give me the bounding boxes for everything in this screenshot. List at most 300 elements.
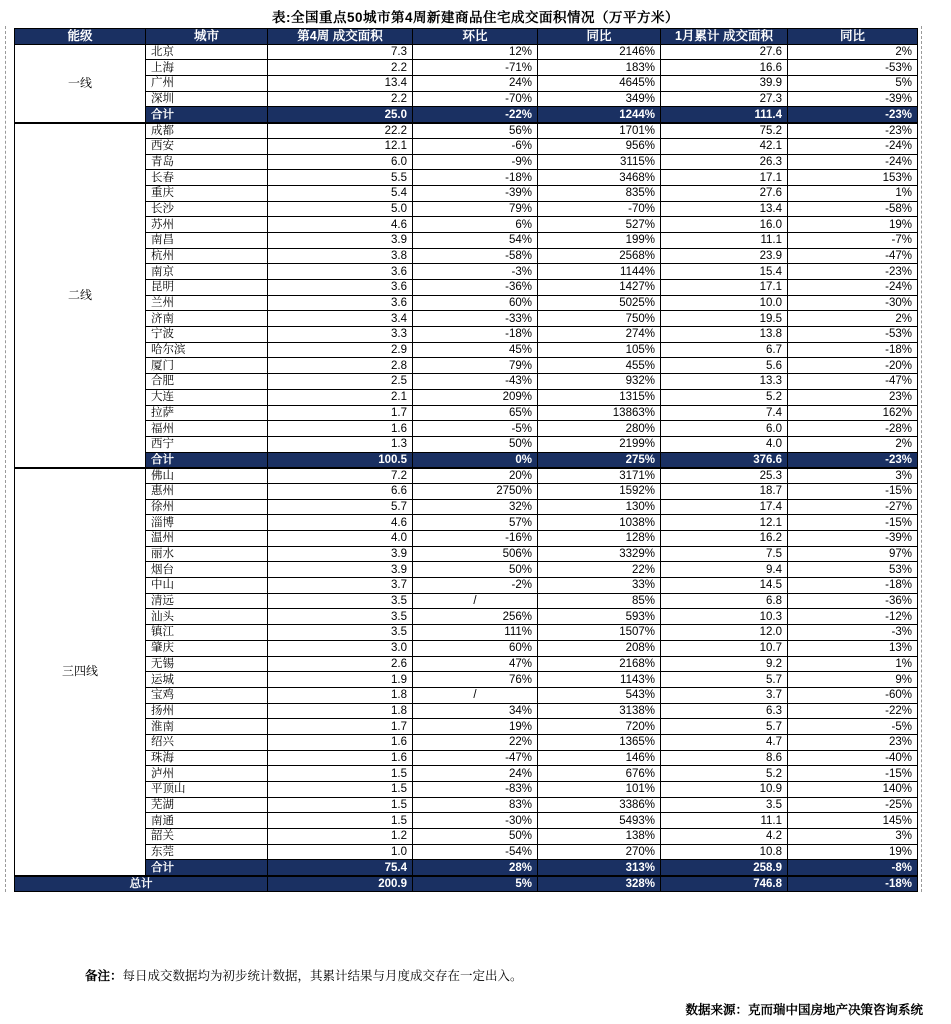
value-cell: 34% (413, 703, 538, 719)
subtotal-row (15, 107, 918, 123)
value-cell: 22% (413, 734, 538, 750)
value-cell: 3386% (538, 797, 661, 813)
table-row (15, 625, 918, 641)
value-cell: 3.5 (268, 593, 413, 609)
value-cell: 3.3 (268, 327, 413, 343)
value-cell: 111.4 (661, 107, 788, 123)
value-cell: 10.3 (661, 609, 788, 625)
table-row (15, 515, 918, 531)
value-cell: 22% (538, 562, 661, 578)
value-cell: 932% (538, 374, 661, 390)
city-name: 镇江 (146, 625, 268, 641)
table-row (15, 60, 918, 76)
value-cell: 60% (413, 640, 538, 656)
value-cell: 676% (538, 766, 661, 782)
city-name: 上海 (146, 60, 268, 76)
value-cell: -15% (788, 515, 918, 531)
city-name: 扬州 (146, 703, 268, 719)
value-cell: -83% (413, 782, 538, 798)
table-row (15, 687, 918, 703)
value-cell: 10.7 (661, 640, 788, 656)
value-cell: 19% (413, 719, 538, 735)
value-cell: / (413, 687, 538, 703)
table-row (15, 327, 918, 343)
value-cell: -30% (788, 295, 918, 311)
value-cell: 3468% (538, 170, 661, 186)
value-cell: 1.7 (268, 405, 413, 421)
city-name: 厦门 (146, 358, 268, 374)
value-cell: 6.3 (661, 703, 788, 719)
table-row (15, 154, 918, 170)
value-cell: 14.5 (661, 578, 788, 594)
city-name: 北京 (146, 44, 268, 60)
value-cell: 3% (788, 829, 918, 845)
table-body (15, 44, 918, 891)
value-cell: 13.8 (661, 327, 788, 343)
value-cell: -3% (413, 264, 538, 280)
value-cell: 4.6 (268, 515, 413, 531)
value-cell: 720% (538, 719, 661, 735)
footnotes (0, 966, 951, 1018)
value-cell: -15% (788, 483, 918, 499)
value-cell: -39% (788, 531, 918, 547)
table-row (15, 389, 918, 405)
value-cell: 275% (538, 452, 661, 468)
value-cell: -47% (788, 248, 918, 264)
subtotal-label: 合计 (146, 860, 268, 876)
city-name: 广州 (146, 76, 268, 92)
value-cell: -71% (413, 60, 538, 76)
table-row (15, 421, 918, 437)
table-row (15, 813, 918, 829)
value-cell: 1.7 (268, 719, 413, 735)
city-name: 南昌 (146, 232, 268, 248)
value-cell: -20% (788, 358, 918, 374)
value-cell: 75.2 (661, 123, 788, 139)
value-cell: 4.2 (661, 829, 788, 845)
value-cell: 1.6 (268, 421, 413, 437)
city-name: 佛山 (146, 468, 268, 484)
table-row (15, 531, 918, 547)
value-cell: -9% (413, 154, 538, 170)
city-name: 福州 (146, 421, 268, 437)
value-cell: 4.0 (268, 531, 413, 547)
value-cell: 183% (538, 60, 661, 76)
value-cell: 33% (538, 578, 661, 594)
value-cell: -39% (413, 185, 538, 201)
value-cell: 27.6 (661, 44, 788, 60)
value-cell: 56% (413, 123, 538, 139)
value-cell: 5.4 (268, 185, 413, 201)
value-cell: 3.9 (268, 562, 413, 578)
value-cell: 57% (413, 515, 538, 531)
value-cell: -22% (788, 703, 918, 719)
value-cell: -24% (788, 280, 918, 296)
value-cell: 18.7 (661, 483, 788, 499)
value-cell: -30% (413, 813, 538, 829)
value-cell: 455% (538, 358, 661, 374)
subtotal-row (15, 452, 918, 468)
city-name: 汕头 (146, 609, 268, 625)
value-cell: 13.4 (268, 76, 413, 92)
value-cell: 2% (788, 436, 918, 452)
value-cell: 3.5 (661, 797, 788, 813)
column-header-yoy: 同比 (538, 29, 661, 45)
value-cell: -33% (413, 311, 538, 327)
table-row (15, 44, 918, 60)
value-cell: 200.9 (268, 876, 413, 892)
value-cell: -43% (413, 374, 538, 390)
value-cell: 3.0 (268, 640, 413, 656)
value-cell: 1.0 (268, 844, 413, 860)
value-cell: -12% (788, 609, 918, 625)
table-row (15, 766, 918, 782)
value-cell: 2.6 (268, 656, 413, 672)
value-cell: 27.3 (661, 91, 788, 107)
value-cell: 3.9 (268, 546, 413, 562)
table-row (15, 672, 918, 688)
value-cell: 23.9 (661, 248, 788, 264)
value-cell: 10.9 (661, 782, 788, 798)
value-cell: -36% (788, 593, 918, 609)
value-cell: 1.5 (268, 766, 413, 782)
value-cell: -36% (413, 280, 538, 296)
value-cell: -60% (788, 687, 918, 703)
value-cell: 6.6 (268, 483, 413, 499)
value-cell: 5.7 (661, 719, 788, 735)
value-cell: 2.5 (268, 374, 413, 390)
value-cell: 11.1 (661, 232, 788, 248)
value-cell: 85% (538, 593, 661, 609)
city-name: 烟台 (146, 562, 268, 578)
value-cell: 750% (538, 311, 661, 327)
value-cell: 26.3 (661, 154, 788, 170)
value-cell: 3.8 (268, 248, 413, 264)
value-cell: 3.5 (268, 609, 413, 625)
value-cell: 280% (538, 421, 661, 437)
city-name: 运城 (146, 672, 268, 688)
value-cell: 17.1 (661, 280, 788, 296)
city-name: 宝鸡 (146, 687, 268, 703)
value-cell: 4645% (538, 76, 661, 92)
value-cell: 15.4 (661, 264, 788, 280)
value-cell: -18% (788, 342, 918, 358)
value-cell: 1038% (538, 515, 661, 531)
value-cell: 7.4 (661, 405, 788, 421)
value-cell: -25% (788, 797, 918, 813)
table-row (15, 405, 918, 421)
value-cell: -58% (788, 201, 918, 217)
value-cell: 2146% (538, 44, 661, 60)
value-cell: 79% (413, 358, 538, 374)
tier-label: 三四线 (15, 468, 146, 876)
value-cell: 3115% (538, 154, 661, 170)
value-cell: 12.1 (661, 515, 788, 531)
grand-total-label: 总计 (15, 876, 268, 892)
value-cell: 16.2 (661, 531, 788, 547)
value-cell: -15% (788, 766, 918, 782)
value-cell: -39% (788, 91, 918, 107)
value-cell: 3.4 (268, 311, 413, 327)
value-cell: 1143% (538, 672, 661, 688)
value-cell: 2568% (538, 248, 661, 264)
value-cell: 3138% (538, 703, 661, 719)
value-cell: 1.5 (268, 797, 413, 813)
value-cell: 5.6 (661, 358, 788, 374)
value-cell: -24% (788, 154, 918, 170)
city-name: 东莞 (146, 844, 268, 860)
city-name: 惠州 (146, 483, 268, 499)
value-cell: 138% (538, 829, 661, 845)
value-cell: 140% (788, 782, 918, 798)
city-name: 重庆 (146, 185, 268, 201)
value-cell: 328% (538, 876, 661, 892)
value-cell: 50% (413, 562, 538, 578)
city-name: 淮南 (146, 719, 268, 735)
value-cell: 313% (538, 860, 661, 876)
value-cell: -58% (413, 248, 538, 264)
value-cell: -5% (413, 421, 538, 437)
city-name: 西安 (146, 138, 268, 154)
table-row (15, 201, 918, 217)
city-name: 成都 (146, 123, 268, 139)
value-cell: -53% (788, 327, 918, 343)
value-cell: -70% (538, 201, 661, 217)
table-row (15, 797, 918, 813)
city-name: 拉萨 (146, 405, 268, 421)
city-name: 杭州 (146, 248, 268, 264)
value-cell: -27% (788, 499, 918, 515)
value-cell: 1.2 (268, 829, 413, 845)
value-cell: 3.9 (268, 232, 413, 248)
value-cell: 75.4 (268, 860, 413, 876)
value-cell: 3.6 (268, 295, 413, 311)
value-cell: 101% (538, 782, 661, 798)
value-cell: 6.8 (661, 593, 788, 609)
value-cell: 2750% (413, 483, 538, 499)
table-row (15, 703, 918, 719)
value-cell: 32% (413, 499, 538, 515)
value-cell: 1.8 (268, 687, 413, 703)
value-cell: 1.6 (268, 734, 413, 750)
value-cell: -23% (788, 264, 918, 280)
city-name: 丽水 (146, 546, 268, 562)
value-cell: 111% (413, 625, 538, 641)
value-cell: 100.5 (268, 452, 413, 468)
value-cell: 2168% (538, 656, 661, 672)
value-cell: 13863% (538, 405, 661, 421)
value-cell: 2% (788, 44, 918, 60)
value-cell: 5% (788, 76, 918, 92)
table-row (15, 750, 918, 766)
value-cell: 17.1 (661, 170, 788, 186)
value-cell: 543% (538, 687, 661, 703)
city-name: 淄博 (146, 515, 268, 531)
value-cell: 6.0 (268, 154, 413, 170)
table-row (15, 123, 918, 139)
value-cell: 5% (413, 876, 538, 892)
table-row (15, 593, 918, 609)
grand-total-row (15, 876, 918, 892)
table-row (15, 499, 918, 515)
value-cell: -18% (413, 327, 538, 343)
value-cell: 28% (413, 860, 538, 876)
transactions-table (14, 28, 918, 892)
city-name: 兰州 (146, 295, 268, 311)
value-cell: 13.3 (661, 374, 788, 390)
value-cell: 3.5 (268, 625, 413, 641)
city-name: 济南 (146, 311, 268, 327)
value-cell: 5.5 (268, 170, 413, 186)
value-cell: 1.5 (268, 782, 413, 798)
value-cell: 835% (538, 185, 661, 201)
value-cell: -23% (788, 123, 918, 139)
table-row (15, 546, 918, 562)
value-cell: -7% (788, 232, 918, 248)
table-row (15, 217, 918, 233)
table-row (15, 609, 918, 625)
table-row (15, 232, 918, 248)
column-header-city: 城市 (146, 29, 268, 45)
value-cell: -47% (788, 374, 918, 390)
value-cell: 3.7 (268, 578, 413, 594)
value-cell: 83% (413, 797, 538, 813)
value-cell: 7.5 (661, 546, 788, 562)
value-cell: -8% (788, 860, 918, 876)
value-cell: 5.2 (661, 389, 788, 405)
value-cell: 50% (413, 436, 538, 452)
city-name: 韶关 (146, 829, 268, 845)
value-cell: 6% (413, 217, 538, 233)
value-cell: 97% (788, 546, 918, 562)
value-cell: 1.5 (268, 813, 413, 829)
city-name: 清远 (146, 593, 268, 609)
table-row (15, 311, 918, 327)
value-cell: 7.2 (268, 468, 413, 484)
city-name: 西宁 (146, 436, 268, 452)
value-cell: 956% (538, 138, 661, 154)
city-name: 苏州 (146, 217, 268, 233)
value-cell: 506% (413, 546, 538, 562)
table-header (15, 29, 918, 45)
table-row (15, 844, 918, 860)
value-cell: 1.8 (268, 703, 413, 719)
value-cell: 19% (788, 217, 918, 233)
value-cell: 27.6 (661, 185, 788, 201)
subtotal-row (15, 860, 918, 876)
column-header-week4-area: 第4周 成交面积 (268, 29, 413, 45)
value-cell: -40% (788, 750, 918, 766)
value-cell: 2.1 (268, 389, 413, 405)
column-header-cumulative-yoy: 同比 (788, 29, 918, 45)
value-cell: -6% (413, 138, 538, 154)
city-name: 合肥 (146, 374, 268, 390)
value-cell: 2.8 (268, 358, 413, 374)
value-cell: -18% (788, 578, 918, 594)
value-cell: 5.0 (268, 201, 413, 217)
city-name: 肇庆 (146, 640, 268, 656)
value-cell: -23% (788, 452, 918, 468)
value-cell: 3.7 (661, 687, 788, 703)
value-cell: 2.2 (268, 60, 413, 76)
value-cell: 1244% (538, 107, 661, 123)
city-name: 珠海 (146, 750, 268, 766)
value-cell: 1592% (538, 483, 661, 499)
remark-line (0, 966, 951, 984)
value-cell: 1.3 (268, 436, 413, 452)
table-row (15, 185, 918, 201)
value-cell: 153% (788, 170, 918, 186)
value-cell: 3.6 (268, 280, 413, 296)
city-name: 宁波 (146, 327, 268, 343)
city-name: 徐州 (146, 499, 268, 515)
column-header-mom: 环比 (413, 29, 538, 45)
city-name: 平顶山 (146, 782, 268, 798)
table-row (15, 483, 918, 499)
value-cell: 9.2 (661, 656, 788, 672)
value-cell: 1701% (538, 123, 661, 139)
remark-label: 备注： (85, 969, 123, 983)
value-cell: / (413, 593, 538, 609)
value-cell: 162% (788, 405, 918, 421)
value-cell: 12% (413, 44, 538, 60)
tier-label: 二线 (15, 123, 146, 468)
value-cell: 23% (788, 734, 918, 750)
value-cell: 9.4 (661, 562, 788, 578)
table-row (15, 578, 918, 594)
value-cell: 39.9 (661, 76, 788, 92)
value-cell: -18% (788, 876, 918, 892)
value-cell: 1507% (538, 625, 661, 641)
subtotal-label: 合计 (146, 452, 268, 468)
value-cell: 10.8 (661, 844, 788, 860)
value-cell: 5493% (538, 813, 661, 829)
value-cell: -70% (413, 91, 538, 107)
value-cell: -24% (788, 138, 918, 154)
data-source-line: 数据来源：克而瑞中国房地产决策咨询系统 (685, 1003, 923, 1017)
value-cell: -22% (413, 107, 538, 123)
value-cell: 10.0 (661, 295, 788, 311)
value-cell: 60% (413, 295, 538, 311)
value-cell: 105% (538, 342, 661, 358)
table-header-row (15, 29, 918, 45)
table-row (15, 562, 918, 578)
value-cell: -5% (788, 719, 918, 735)
city-name: 昆明 (146, 280, 268, 296)
value-cell: 20% (413, 468, 538, 484)
value-cell: 1144% (538, 264, 661, 280)
value-cell: 593% (538, 609, 661, 625)
value-cell: -28% (788, 421, 918, 437)
value-cell: 376.6 (661, 452, 788, 468)
value-cell: 23% (788, 389, 918, 405)
value-cell: 1% (788, 185, 918, 201)
value-cell: 50% (413, 829, 538, 845)
value-cell: 19.5 (661, 311, 788, 327)
table-row (15, 734, 918, 750)
value-cell: 3% (788, 468, 918, 484)
value-cell: -18% (413, 170, 538, 186)
value-cell: 54% (413, 232, 538, 248)
city-name: 哈尔滨 (146, 342, 268, 358)
value-cell: 6.0 (661, 421, 788, 437)
value-cell: 256% (413, 609, 538, 625)
table-row (15, 138, 918, 154)
table-row (15, 640, 918, 656)
value-cell: 42.1 (661, 138, 788, 154)
table-row (15, 374, 918, 390)
value-cell: 209% (413, 389, 538, 405)
